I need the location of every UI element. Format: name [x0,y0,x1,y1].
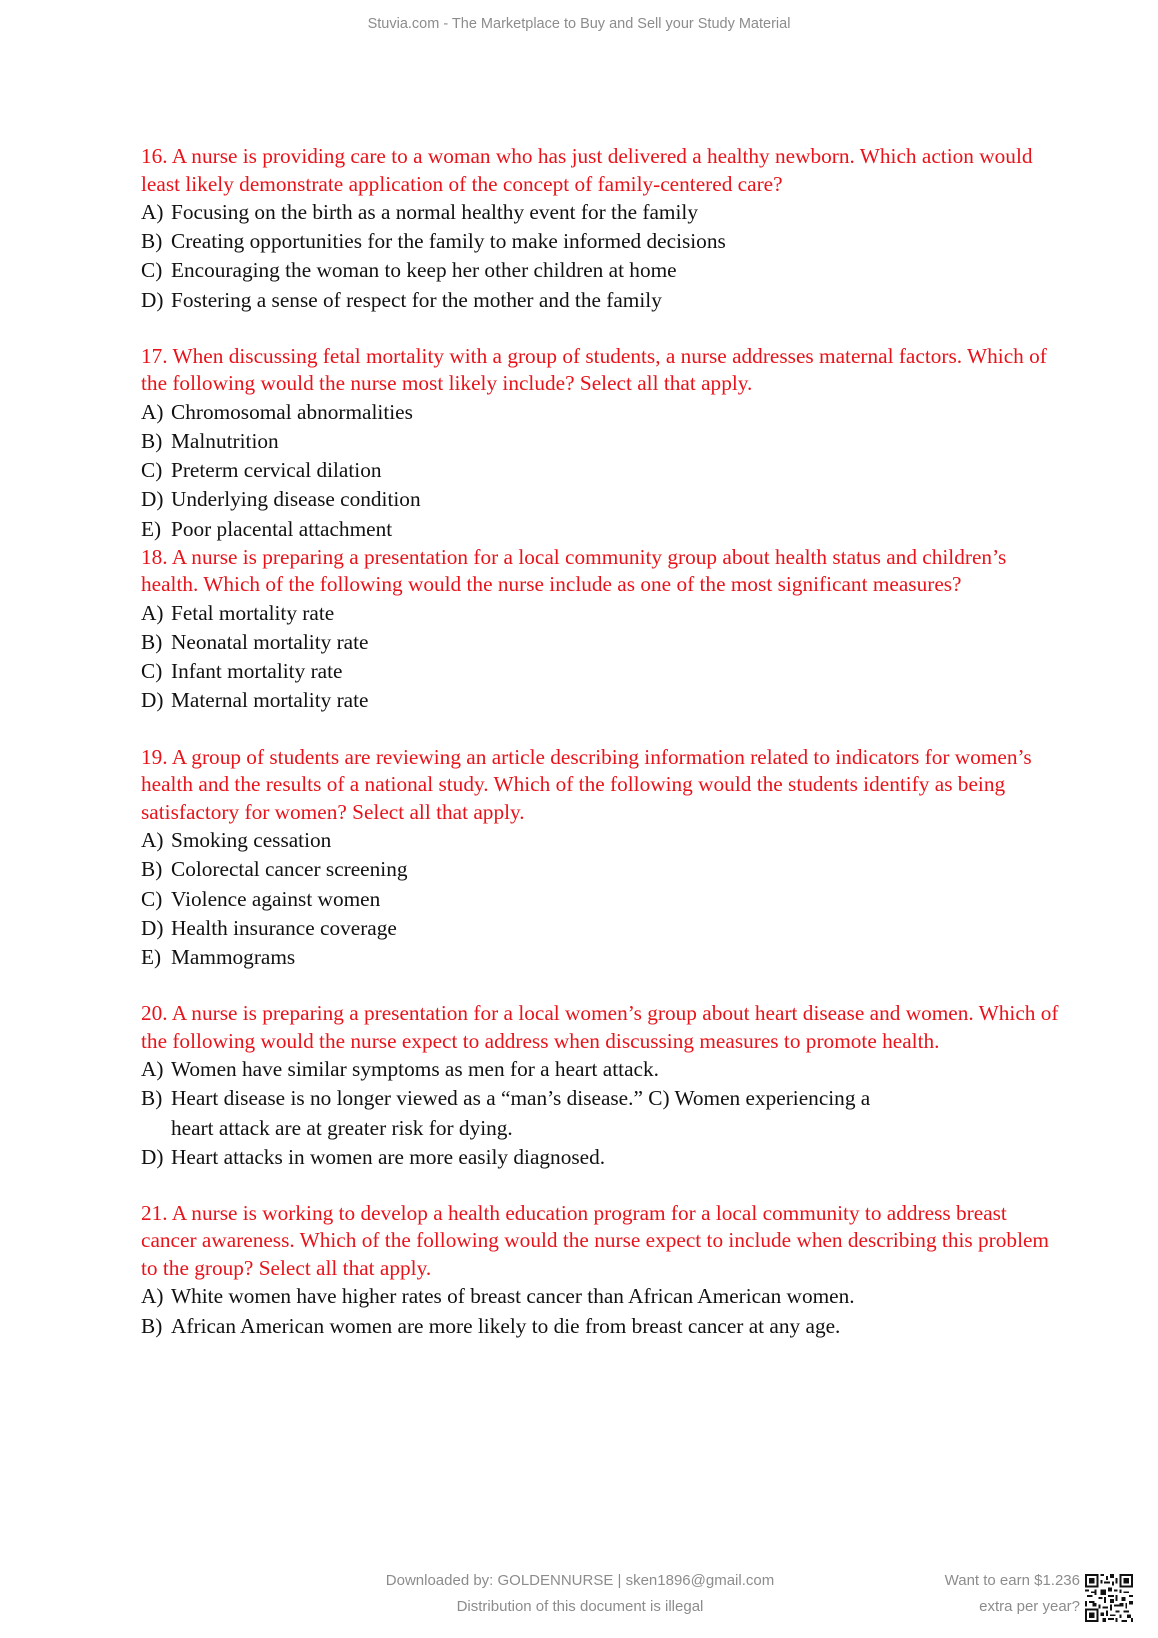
answer-option [141,943,1061,972]
option-letter: B) [141,857,163,882]
answer-option [141,826,1061,855]
option-text: Fostering a sense of respect for the mother and the family [171,287,662,312]
answer-option [141,456,1061,485]
answer-option [141,885,1061,914]
answer-option [141,1282,1061,1311]
question-18 [141,544,1061,716]
option-letter: B) [141,1313,163,1338]
question-stem: 21. A nurse is working to develop a health education program for a local community to address breast cancer awareness. Which of the following would the nurse expect to include when describing this problem to the group? Select all that apply. [141,1200,1049,1280]
question-stem: 18. A nurse is preparing a presentation for a local community group about health status and children’s health. Which of the following would the nurse include as one of the most significant measures? [141,544,1007,597]
option-letter: A) [141,1284,164,1309]
option-letter: E) [141,944,162,969]
answer-option [141,628,1061,657]
question-stem: 17. When discussing fetal mortality with a group of students, a nurse addresses maternal factors. Which of the following would the nurse most likely include? Select all that apply. [141,343,1047,396]
option-letter: A) [141,1057,164,1082]
answer-option [141,855,1061,884]
option-text: Malnutrition [171,429,279,454]
option-letter: B) [141,429,163,454]
option-letter: D) [141,287,164,312]
option-letter: A) [141,828,164,853]
answer-option [141,485,1061,514]
answer-option [141,914,1061,943]
option-text: Neonatal mortality rate [171,630,369,655]
answer-option [141,1143,1061,1172]
qr-code-icon[interactable] [1085,1574,1133,1622]
answer-option [141,515,1061,544]
answer-option [141,686,1061,715]
option-text: African American women are more likely to die from breast cancer at any age. [171,1313,841,1338]
stuvia-header: Stuvia.com - The Marketplace to Buy and Sell your Study Material [367,16,791,32]
option-text: Heart disease is no longer viewed as a “man’s disease.” C) Women experiencing a heart attack are at greater risk for dying. [171,1086,871,1140]
answer-option [141,227,1061,256]
downloaded-by-text: Downloaded by: GOLDENNURSE | sken1896@gmail.com [385,1572,775,1589]
option-text: Focusing on the birth as a normal healthy event for the family [171,200,698,224]
option-text: Maternal mortality rate [171,688,369,713]
option-letter: B) [141,1086,163,1111]
option-text: Encouraging the woman to keep her other children at home [171,258,677,283]
option-letter: E) [141,516,162,541]
option-text: Creating opportunities for the family to make informed decisions [171,229,726,254]
option-letter: A) [141,600,164,625]
answer-option [141,256,1061,285]
question-stem: 20. A nurse is preparing a presentation for a local women’s group about heart disease and women. Which of the following would the nurse expect to address when discussing measures to promote health. [141,1001,1059,1053]
option-text: Poor placental attachment [171,516,393,541]
option-letter: C) [141,886,163,911]
option-letter: D) [141,1144,164,1169]
promo-text-line2[interactable]: extra per year? [979,1598,1080,1615]
question-stem: 16. A nurse is providing care to a woman who has just delivered a healthy newborn. Which action would least likely demonstrate application of the concept of family-centered care? [141,144,1033,196]
question-list [141,143,1061,1369]
option-letter: A) [141,200,164,224]
option-letter: B) [141,630,163,655]
option-text: Preterm cervical dilation [171,458,382,483]
option-text: Mammograms [171,944,296,969]
option-text: Underlying disease condition [171,487,421,512]
option-text: Heart attacks in women are more easily diagnosed. [171,1144,606,1169]
distribution-notice: Distribution of this document is illegal [456,1598,704,1615]
option-letter: D) [141,915,164,940]
question-stem: 19. A group of students are reviewing an article describing information related to indicators for women’s health and the results of a national study. Which of the following would the students identify as being satisfactory for women? Select all that apply. [141,744,1032,824]
answer-option [141,198,1061,227]
promo-text-line1[interactable]: Want to earn $1.236 [944,1572,1080,1589]
answer-option [141,1055,1061,1084]
option-text: Smoking cessation [171,828,332,853]
answer-option [141,1312,1061,1341]
option-letter: D) [141,688,164,713]
answer-option [141,599,1061,628]
question-19 [141,744,1061,973]
option-text: Colorectal cancer screening [171,857,408,882]
answer-option [141,286,1061,315]
option-text: White women have higher rates of breast cancer than African American women. [171,1284,855,1309]
option-letter: B) [141,229,163,254]
question-16 [141,143,1061,315]
option-text: Health insurance coverage [171,915,397,940]
answer-option [141,427,1061,456]
question-20 [141,1000,1061,1172]
answer-option [141,657,1061,686]
answer-option [141,1084,891,1142]
option-letter: C) [141,659,163,684]
option-letter: C) [141,458,163,483]
option-text: Infant mortality rate [171,659,343,684]
option-letter: C) [141,258,163,283]
question-21 [141,1200,1061,1341]
option-text: Women have similar symptoms as men for a heart attack. [171,1057,659,1082]
option-letter: A) [141,399,164,424]
option-letter: D) [141,487,164,512]
option-text: Violence against women [171,886,381,911]
question-17 [141,343,1061,544]
option-text: Chromosomal abnormalities [171,399,413,424]
answer-option [141,398,1061,427]
option-text: Fetal mortality rate [171,600,335,625]
